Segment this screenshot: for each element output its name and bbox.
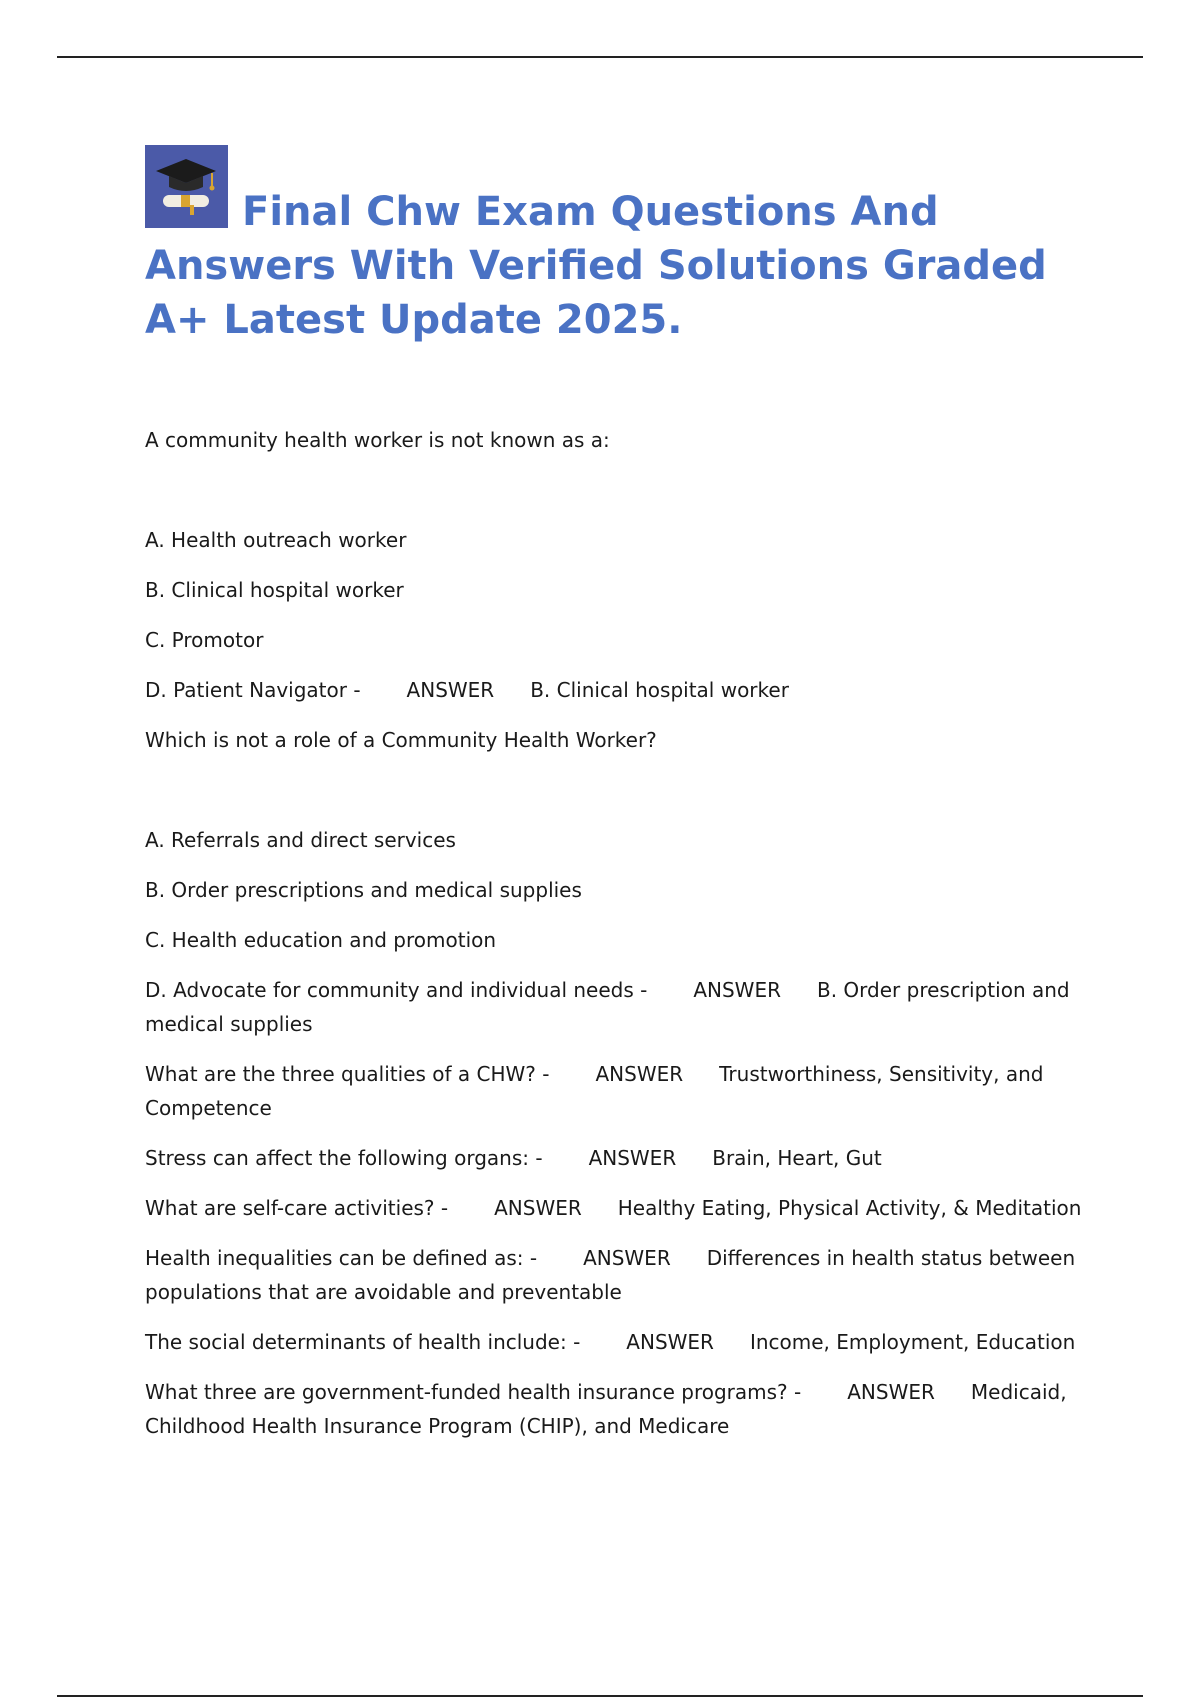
option-text: D. Patient Navigator - [145, 678, 361, 702]
answer-label: ANSWER [583, 1246, 671, 1270]
qa-question: Stress can affect the following organs: - [145, 1146, 543, 1170]
question-2-prompt: Which is not a role of a Community Health Worker? [145, 728, 657, 752]
answer-label: ANSWER [626, 1330, 714, 1354]
qa-item [145, 1375, 1085, 1443]
qa-answer: Trustworthiness, Sensitivity, and Competence [145, 1062, 1044, 1120]
answer-text: B. Clinical hospital worker [530, 678, 789, 702]
qa-question: What three are government-funded health insurance programs? - [145, 1380, 802, 1404]
question-2-option-d [145, 973, 1085, 1041]
answer-label: ANSWER [693, 978, 781, 1002]
option-text: D. Advocate for community and individual needs - [145, 978, 648, 1002]
answer-text: B. Order prescription and medical supplies [145, 978, 1070, 1036]
document-body [145, 145, 1085, 1443]
question-1-option-c: C. Promotor [145, 628, 264, 652]
question-list [145, 423, 1085, 1443]
qa-item [145, 1141, 1085, 1175]
question-1-prompt: A community health worker is not known as a: [145, 428, 610, 452]
question-1-option-a: A. Health outreach worker [145, 528, 407, 552]
qa-question: What are the three qualities of a CHW? - [145, 1062, 550, 1086]
qa-answer: Income, Employment, Education [749, 1330, 1076, 1354]
qa-question: The social determinants of health include: - [145, 1330, 581, 1354]
document-title [145, 145, 1085, 347]
qa-answer: Healthy Eating, Physical Activity, & Meditation [617, 1196, 1082, 1220]
answer-label: ANSWER [494, 1196, 582, 1220]
qa-item [145, 1325, 1085, 1359]
qa-question: Health inequalities can be defined as: - [145, 1246, 538, 1270]
qa-answer: Differences in health status between populations that are avoidable and preventable [145, 1246, 1076, 1304]
answer-label: ANSWER [406, 678, 495, 702]
question-1-option-d [145, 673, 1085, 707]
question-2-option-b: B. Order prescriptions and medical supplies [145, 878, 582, 902]
qa-item [145, 1191, 1085, 1225]
top-rule [57, 56, 1143, 58]
answer-label: ANSWER [847, 1380, 935, 1404]
question-1-option-b: B. Clinical hospital worker [145, 578, 404, 602]
qa-answer: Medicaid, Childhood Health Insurance Program (CHIP), and Medicare [145, 1380, 1067, 1438]
qa-answer: Brain, Heart, Gut [712, 1146, 882, 1170]
qa-item [145, 1057, 1085, 1125]
graduation-cap-diploma-icon [145, 145, 228, 228]
qa-item [145, 1241, 1085, 1309]
question-2-option-a: A. Referrals and direct services [145, 828, 456, 852]
question-2-option-c: C. Health education and promotion [145, 928, 497, 952]
answer-label: ANSWER [595, 1062, 684, 1086]
document-title-text: Final Chw Exam Questions And Answers With Verified Solutions Graded A+ Latest Update 2025. [145, 189, 1047, 343]
bottom-rule [57, 1695, 1143, 1697]
qa-question: What are self-care activities? - [145, 1196, 449, 1220]
answer-label: ANSWER [588, 1146, 677, 1170]
